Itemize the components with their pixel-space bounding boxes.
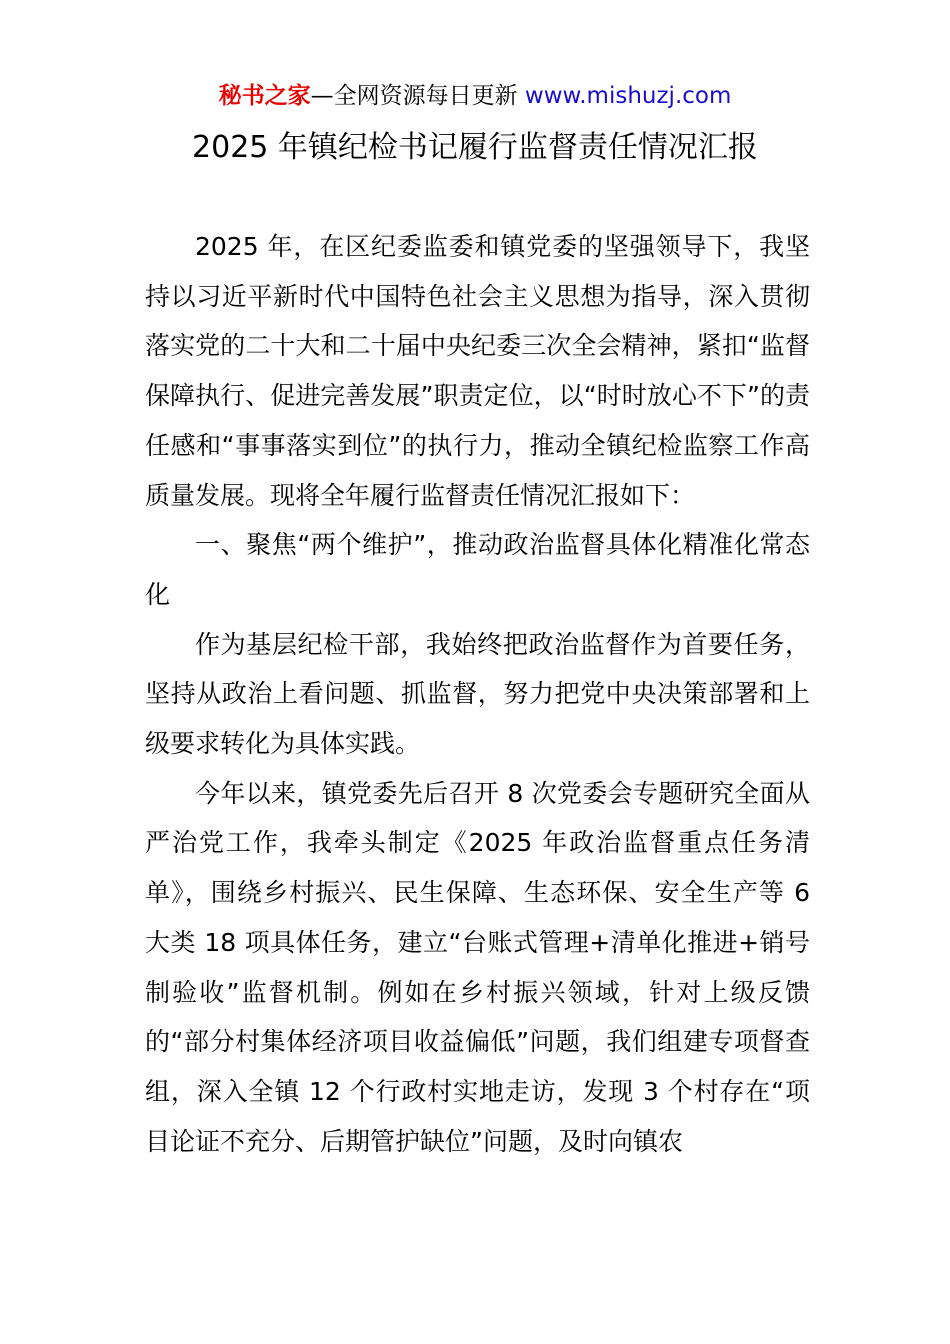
section-heading-1: 一、聚焦“两个维护”，推动政治监督具体化精准化常态化 xyxy=(145,530,810,609)
site-banner xyxy=(0,80,950,112)
site-tagline: —全网资源每日更新 xyxy=(310,83,525,109)
paragraph-this-year: 今年以来，镇党委先后召开 8 次党委会专题研究全面从严治党工作，我牵头制定《2025 年政治监督重点任务清单》，围绕乡村振兴、民生保障、生态环保、安全生产等 6 大类 18 项具体任务，建立“台账式管理+清单化推进+销号制验收”监督机制。例如在乡村振兴领域，针对上级反馈的“部分村集体经济项目收益偏低”问题，我们组建专项督查组，深入全镇 12 个行政村实地走访，发现 3 个村存在“项目论证不充分、后期管护缺位”问题，及时向镇农 xyxy=(145,778,810,1156)
paragraph-political-supervision: 作为基层纪检干部，我始终把政治监督作为首要任务，坚持从政治上看问题、抓监督，努力把党中央决策部署和上级要求转化为具体实践。 xyxy=(145,629,810,759)
document-body xyxy=(145,222,810,1166)
paragraph-intro: 2025 年，在区纪委监委和镇党委的坚强领导下，我坚持以习近平新时代中国特色社会主义思想为指导，深入贯彻落实党的二十大和二十届中央纪委三次全会精神，紧扣“监督保障执行、促进完善发展”职责定位，以“时时放心不下”的责任感和“事事落实到位”的执行力，推动全镇纪检监察工作高质量发展。现将全年履行监督责任情况汇报如下： xyxy=(145,232,810,510)
document-title: 2025 年镇纪检书记履行监督责任情况汇报 xyxy=(192,130,758,165)
site-brand: 秘书之家 xyxy=(218,83,311,109)
site-url-link[interactable]: www.mishuzj.com xyxy=(524,83,732,109)
